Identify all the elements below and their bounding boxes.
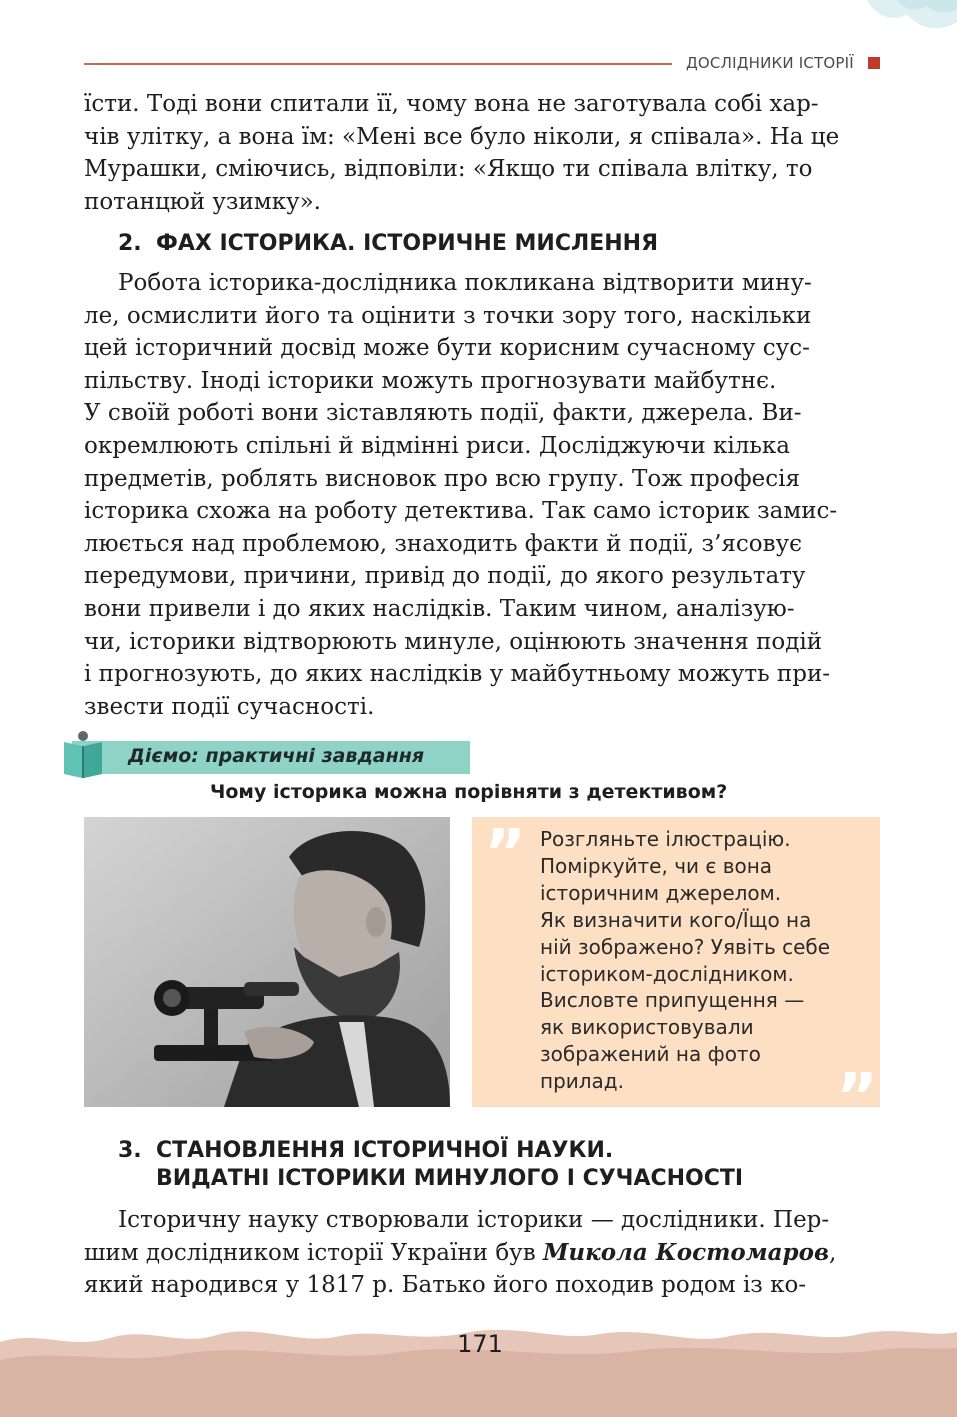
text-line: потанцюй узимку». [84,188,321,215]
historical-photo [84,817,450,1107]
text-line: і прогнозують, до яких наслідків у майбутньому можуть при- [84,661,831,688]
quote-text [540,826,870,1095]
text-line: предметів, роблять висновок про всю групу. Тож професія [84,465,800,492]
text-line: пільству. Іноді історики можуть прогнозувати майбутнє. [84,367,777,394]
quote-line: зображений на фото [540,1042,761,1067]
text-line: цей історичний досвід може бути корисним сучасному сус- [84,335,810,362]
text-run: шим дослідником історії України був [84,1239,543,1266]
historian-name: Микола Костомаров [542,1238,830,1266]
practice-question: Чому історика можна порівняти з детективом? [210,781,728,803]
quote-line: Поміркуйте, чи є вона [540,853,773,878]
text-line: вони привели і до яких наслідків. Таким чином, аналізую- [84,595,795,622]
section-3-heading-line-2: ВИДАТНІ ІСТОРИКИ МИНУЛОГО І СУЧАСНОСТІ [156,1166,744,1191]
quote-line: як використовували [540,1015,754,1040]
section-title: ФАХ ІСТОРИКА. ІСТОРИЧНЕ МИСЛЕННЯ [156,231,659,256]
text-line: Мурашки, сміючись, відповіли: «Якщо ти співала влітку, то [84,156,813,183]
quote-line: Розгляньте ілюстрацію. [540,827,791,851]
section-3-heading [118,1138,613,1163]
section-2-paragraph [84,267,880,723]
text-line: люється над проблемою, знаходить факти й події, з’ясовує [84,530,803,557]
text-line [84,1237,880,1270]
open-quote-icon: ” [484,817,527,891]
quote-line: істориком-дослідником. [540,961,794,986]
section-number: 2. [118,231,142,256]
section-number: 3. [118,1138,142,1163]
text-line: чів улітку, а вона їм: «Мені все було ніколи, я співала». На це [84,123,840,150]
text-line: їсти. Тоді вони спитали її, чому вона не заготувала собі хар- [84,91,819,117]
header-square-marker [868,57,880,69]
text-line: окремлюють спільні й відмінні риси. Досліджуючи кілька [84,432,790,459]
photo-illustration [84,817,450,1107]
text-line: Історичну науку створювали історики — дослідники. Пер- [118,1207,830,1233]
open-book-icon [60,728,106,780]
text-line: який народився у 1817 р. Батько його походив родом із ко- [84,1272,807,1299]
text-line: історика схожа на роботу детектива. Так само історик замис- [84,498,838,525]
text-line: передумови, причини, привід до події, до якого результату [84,563,806,590]
quote-line: прилад. [540,1069,624,1094]
corner-cloud-decoration [837,0,957,80]
quote-line: Як визначити кого/Їщо на [540,907,812,932]
section-title-line-1: СТАНОВЛЕННЯ ІСТОРИЧНОЇ НАУКИ. [156,1138,614,1163]
quote-line: ній зображено? Уявіть себе [540,934,831,959]
close-quote-icon: ” [836,1061,879,1135]
text-line: чи, історики відтворюють минуле, оцінюють значення подій [84,628,823,655]
running-header: ДОСЛІДНИКИ ІСТОРІЇ [686,54,854,72]
practice-label: Діємо: практичні завдання [128,745,425,767]
page-number: 171 [457,1330,503,1358]
text-line: У своїй роботі вони зіставляють події, факти, джерела. Ви- [84,400,802,427]
section-3-paragraph [84,1204,880,1302]
text-line: ле, осмислити його та оцінити з точки зору того, наскільки [84,302,812,329]
section-2-heading [118,231,658,256]
quote-line: історичним джерелом. [540,880,782,905]
text-run: , [829,1239,837,1266]
text-line: звести події сучасності. [84,693,375,720]
quote-line: Висловте припущення — [540,988,805,1013]
header-rule [84,63,672,65]
text-line: Робота історика-дослідника покликана відтворити мину- [118,270,812,296]
intro-paragraph [84,88,880,218]
